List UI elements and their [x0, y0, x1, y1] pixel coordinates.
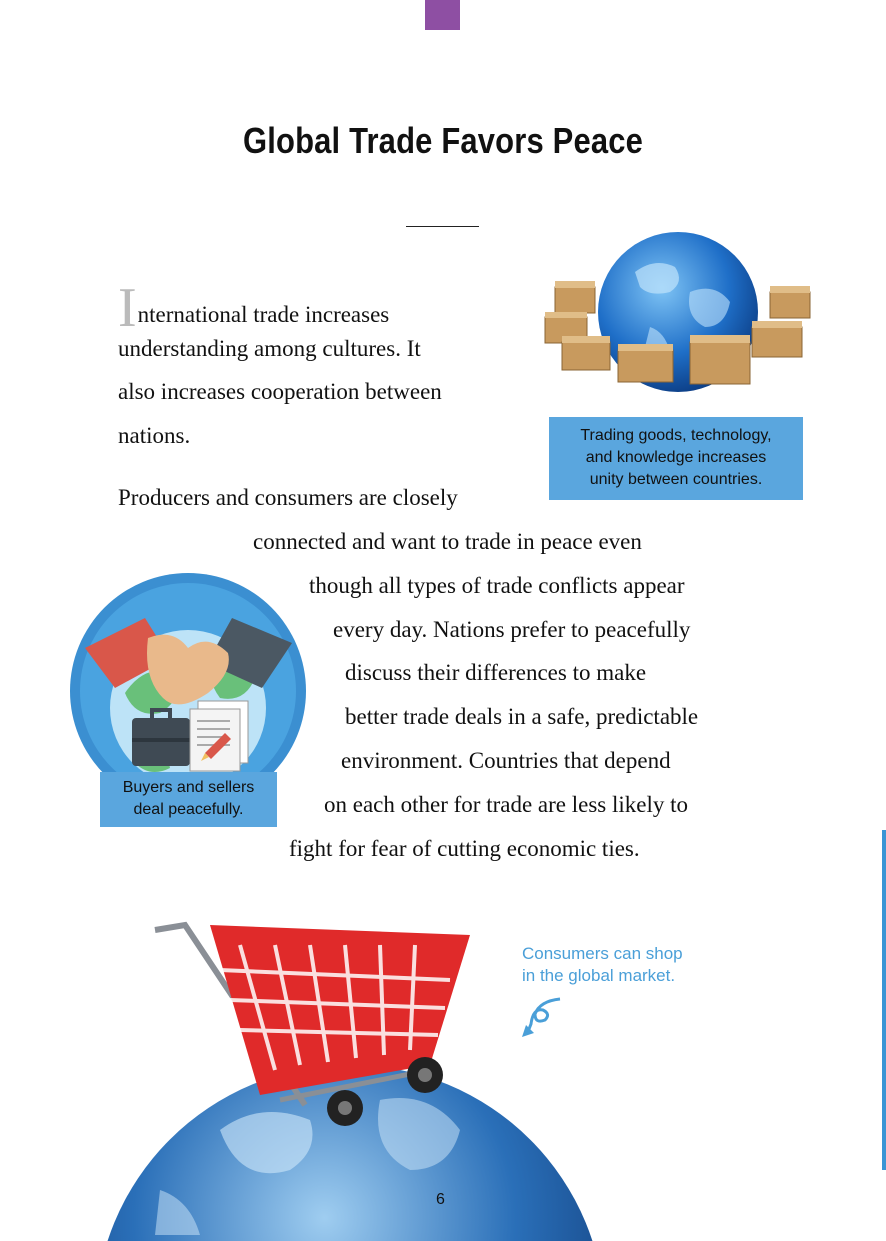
body-line: on each other for trade are less likely to	[324, 792, 689, 817]
body-line: though all types of trade conflicts appear	[309, 573, 685, 598]
globe-caption: Trading goods, technology, and knowledge increases unity between countries.	[549, 417, 803, 500]
globe-with-boxes-icon	[540, 232, 815, 407]
edge-strip	[882, 830, 886, 1170]
body-line: connected and want to trade in peace even	[253, 529, 642, 554]
title-divider	[406, 226, 479, 227]
body-line: better trade deals in a safe, predictable	[345, 704, 699, 729]
body-line: understanding among cultures. It	[118, 336, 421, 361]
page-number: 6	[436, 1191, 445, 1208]
body-line: fight for fear of cutting economic ties.	[289, 836, 640, 861]
body-line: International trade increases	[118, 277, 390, 339]
handshake-caption: Buyers and sellers deal peacefully.	[100, 772, 277, 827]
body-line: every day. Nations prefer to peacefully	[333, 617, 691, 642]
body-line: environment. Countries that depend	[341, 748, 671, 773]
body-line: nations.	[118, 423, 191, 448]
cart-caption: Consumers can shop in the global market.	[522, 944, 683, 985]
section-color-tab	[425, 0, 460, 30]
curly-arrow-icon	[520, 995, 565, 1040]
body-line: discuss their differences to make	[345, 660, 647, 685]
body-line: also increases cooperation between	[118, 379, 442, 404]
drop-cap: I	[118, 277, 137, 339]
page-title: Global Trade Favors Peace	[242, 120, 644, 161]
body-line: Producers and consumers are closely	[118, 485, 458, 510]
